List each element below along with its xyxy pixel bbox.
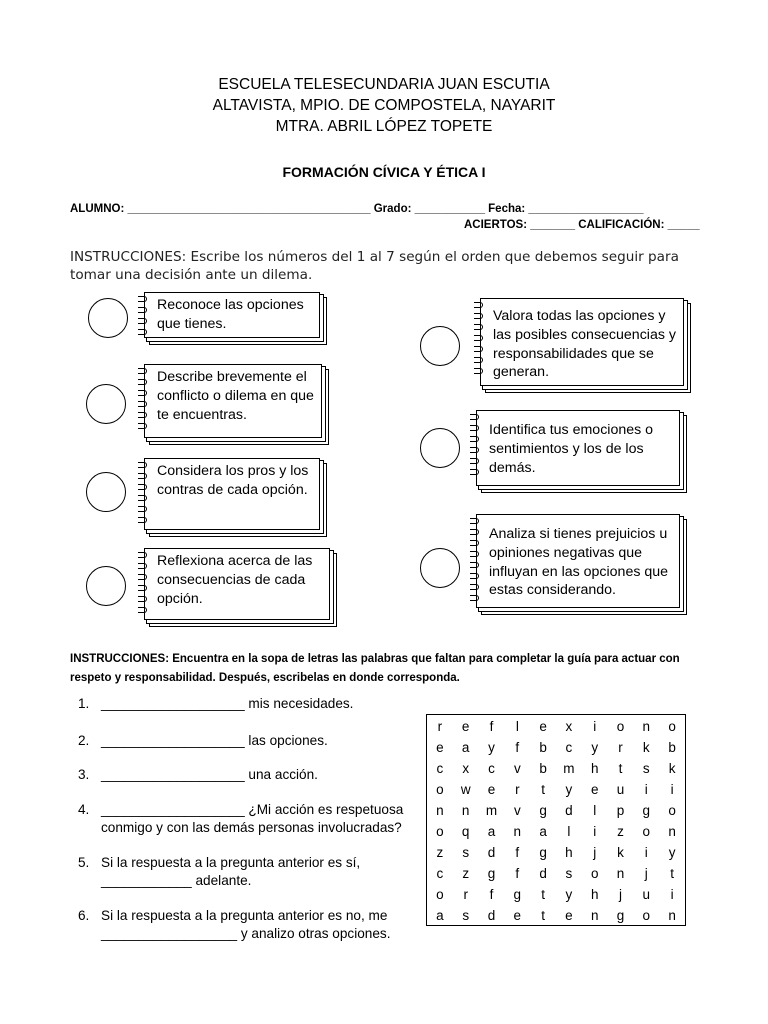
word-search-row: [427, 737, 685, 758]
letter-cell[interactable]: g: [642, 803, 651, 818]
letter-cell[interactable]: d: [487, 845, 496, 860]
letter-cell[interactable]: e: [461, 719, 470, 734]
card-text: Analiza si tienes prejuicios u opiniones negativas que influyan en las opciones que estas considerando.: [476, 514, 680, 608]
card-text: Reflexiona acerca de las consecuencias de cada opción.: [144, 548, 330, 620]
letter-cell[interactable]: e: [487, 782, 496, 797]
letter-cell[interactable]: f: [489, 719, 494, 734]
subject-title: FORMACIÓN CÍVICA Y ÉTICA I: [282, 164, 486, 180]
instructions-word-search: INSTRUCCIONES: Encuentra en la sopa de letras las palabras que faltan para completar la guía para actuar con respeto y responsabilidad. Después, escribelas en donde corresponda.: [70, 653, 680, 684]
word-search-row: [427, 842, 685, 863]
letter-cell[interactable]: z: [617, 824, 624, 839]
letter-cell[interactable]: q: [461, 824, 470, 839]
letter-cell[interactable]: b: [539, 740, 547, 755]
letter-cell[interactable]: o: [436, 824, 444, 839]
letter-cell[interactable]: l: [567, 824, 571, 839]
letter-cell[interactable]: r: [618, 740, 623, 755]
letter-cell[interactable]: j: [618, 887, 622, 902]
letter-cell[interactable]: l: [593, 803, 597, 818]
letter-cell[interactable]: g: [616, 908, 625, 923]
answer-circle-6[interactable]: [420, 428, 460, 468]
school-header: [0, 74, 768, 137]
spiral-binding-icon: [470, 518, 484, 606]
answer-circle-7[interactable]: [420, 548, 460, 588]
letter-cell[interactable]: a: [461, 740, 470, 755]
card-text: Considera los pros y los contras de cada opción.: [144, 458, 320, 530]
card-text: Valora todas las opciones y las posibles consecuencias y responsabilidades que se generan.: [480, 298, 684, 386]
spiral-binding-icon: [138, 368, 152, 434]
letter-cell[interactable]: o: [436, 782, 444, 797]
spiral-binding-icon: [138, 552, 152, 618]
letter-cell[interactable]: i: [644, 845, 648, 860]
letter-cell[interactable]: t: [670, 866, 674, 881]
letter-cell[interactable]: n: [642, 719, 651, 734]
letter-cell[interactable]: n: [590, 908, 599, 923]
letter-cell[interactable]: g: [539, 845, 547, 860]
card-text: Reconoce las opciones que tienes.: [144, 292, 320, 338]
letter-cell[interactable]: i: [644, 782, 648, 797]
answer-circle-5[interactable]: [420, 326, 460, 366]
letter-cell[interactable]: o: [436, 887, 444, 902]
letter-cell[interactable]: t: [541, 908, 545, 923]
letter-cell[interactable]: z: [436, 845, 444, 860]
letter-cell[interactable]: c: [436, 866, 444, 881]
letter-cell[interactable]: e: [513, 908, 522, 923]
letter-cell[interactable]: s: [462, 845, 470, 860]
letter-cell[interactable]: e: [590, 782, 599, 797]
letter-cell[interactable]: l: [515, 719, 519, 734]
letter-cell[interactable]: f: [515, 740, 520, 755]
answer-circle-2[interactable]: [86, 384, 126, 424]
letter-cell[interactable]: f: [515, 866, 520, 881]
letter-cell[interactable]: r: [463, 887, 468, 902]
letter-cell[interactable]: f: [489, 887, 494, 902]
word-search-row: [427, 800, 685, 821]
letter-cell[interactable]: y: [668, 845, 676, 860]
letter-cell[interactable]: n: [461, 803, 470, 818]
letter-cell[interactable]: y: [488, 740, 495, 755]
letter-cell[interactable]: z: [462, 866, 470, 881]
letter-cell[interactable]: i: [593, 719, 597, 734]
school-name: ESCUELA TELESECUNDARIA JUAN ESCUTIA: [218, 76, 550, 93]
letter-cell[interactable]: y: [565, 782, 573, 797]
letter-cell[interactable]: p: [616, 803, 625, 818]
letter-cell[interactable]: c: [565, 740, 573, 755]
spiral-binding-icon: [470, 414, 484, 480]
letter-cell[interactable]: m: [563, 761, 575, 776]
letter-cell[interactable]: v: [513, 803, 521, 818]
word-search-row: [427, 884, 685, 905]
letter-cell[interactable]: u: [642, 887, 651, 902]
letter-cell[interactable]: a: [539, 824, 547, 839]
letter-cell[interactable]: d: [487, 908, 496, 923]
student-fields-line[interactable]: ALUMNO: ______________________________________ Grado: ___________ Fecha: __________________: [70, 203, 644, 215]
letter-cell[interactable]: i: [593, 824, 597, 839]
letter-cell[interactable]: h: [590, 887, 599, 902]
letter-cell[interactable]: g: [487, 866, 496, 881]
letter-cell[interactable]: r: [437, 719, 443, 734]
card-text: Describe brevemente el conflicto o dilema en que te encuentras.: [144, 364, 322, 438]
letter-cell[interactable]: i: [670, 887, 674, 902]
letter-cell[interactable]: t: [541, 887, 545, 902]
letter-cell[interactable]: a: [436, 908, 444, 923]
letter-cell[interactable]: n: [513, 824, 522, 839]
spiral-binding-icon: [474, 302, 488, 379]
letter-cell[interactable]: s: [565, 866, 573, 881]
letter-cell[interactable]: f: [515, 845, 520, 860]
letter-cell[interactable]: u: [616, 782, 625, 797]
answer-circle-4[interactable]: [86, 566, 126, 606]
letter-cell[interactable]: x: [565, 719, 573, 734]
letter-cell[interactable]: b: [668, 740, 676, 755]
school-location: ALTAVISTA, MPIO. DE COMPOSTELA, NAYARIT: [212, 97, 556, 114]
letter-cell[interactable]: j: [644, 866, 648, 881]
letter-cell[interactable]: c: [436, 761, 444, 776]
letter-cell[interactable]: y: [565, 887, 573, 902]
letter-cell[interactable]: t: [618, 761, 623, 776]
letter-cell[interactable]: g: [513, 887, 522, 902]
letter-cell[interactable]: o: [642, 908, 651, 923]
letter-cell[interactable]: d: [539, 866, 547, 881]
word-search-row: [427, 716, 685, 737]
letter-cell[interactable]: h: [590, 761, 599, 776]
letter-cell[interactable]: g: [539, 803, 547, 818]
letter-cell[interactable]: j: [593, 845, 597, 860]
letter-cell[interactable]: d: [565, 803, 573, 818]
letter-cell[interactable]: k: [668, 761, 676, 776]
instructions-ordering: INSTRUCCIONES: Escribe los números del 1 al 7 según el orden que debemos seguir para tomar una decisión ante un dilema.: [70, 249, 679, 283]
letter-cell[interactable]: o: [668, 719, 676, 734]
letter-cell[interactable]: h: [565, 845, 573, 860]
word-search-row: [427, 758, 685, 779]
answer-circle-1[interactable]: [88, 298, 128, 338]
letter-cell[interactable]: o: [642, 824, 651, 839]
letter-cell[interactable]: n: [668, 908, 676, 923]
letter-cell[interactable]: o: [616, 719, 625, 734]
word-search-grid[interactable]: [426, 714, 686, 926]
letter-cell[interactable]: c: [488, 761, 495, 776]
grade-fields-line[interactable]: ACIERTOS: _______ CALIFICACIÓN: _____: [464, 219, 700, 231]
letter-cell[interactable]: e: [539, 719, 547, 734]
letter-cell[interactable]: v: [513, 761, 521, 776]
letter-cell[interactable]: o: [590, 866, 599, 881]
letter-cell[interactable]: n: [668, 824, 676, 839]
letter-cell[interactable]: w: [460, 782, 471, 797]
letter-cell[interactable]: t: [541, 782, 545, 797]
letter-cell[interactable]: n: [436, 803, 444, 818]
letter-cell[interactable]: y: [591, 740, 599, 755]
card-text: Identifica tus emociones o sentimientos y los de los demás.: [476, 410, 680, 486]
word-search-row: [427, 905, 685, 926]
letter-cell[interactable]: m: [485, 803, 498, 818]
answer-circle-3[interactable]: [86, 472, 126, 512]
letter-cell[interactable]: e: [436, 740, 444, 755]
letter-cell[interactable]: k: [617, 845, 624, 860]
letter-cell[interactable]: s: [642, 761, 650, 776]
letter-cell[interactable]: i: [670, 782, 674, 797]
spiral-binding-icon: [138, 462, 152, 528]
letter-cell[interactable]: s: [462, 908, 470, 923]
letter-cell[interactable]: o: [668, 803, 676, 818]
letter-cell[interactable]: b: [539, 761, 547, 776]
word-search-row: [427, 863, 685, 884]
teacher-name: MTRA. ABRIL LÓPEZ TOPETE: [275, 118, 493, 135]
spiral-binding-icon: [138, 296, 152, 340]
letter-cell[interactable]: x: [462, 761, 470, 776]
letter-cell[interactable]: n: [616, 866, 625, 881]
letter-cell[interactable]: a: [487, 824, 496, 839]
word-search-row: [427, 821, 685, 842]
letter-cell[interactable]: e: [565, 908, 573, 923]
letter-cell[interactable]: r: [515, 782, 520, 797]
letter-cell[interactable]: k: [642, 740, 650, 755]
word-search-row: [427, 779, 685, 800]
